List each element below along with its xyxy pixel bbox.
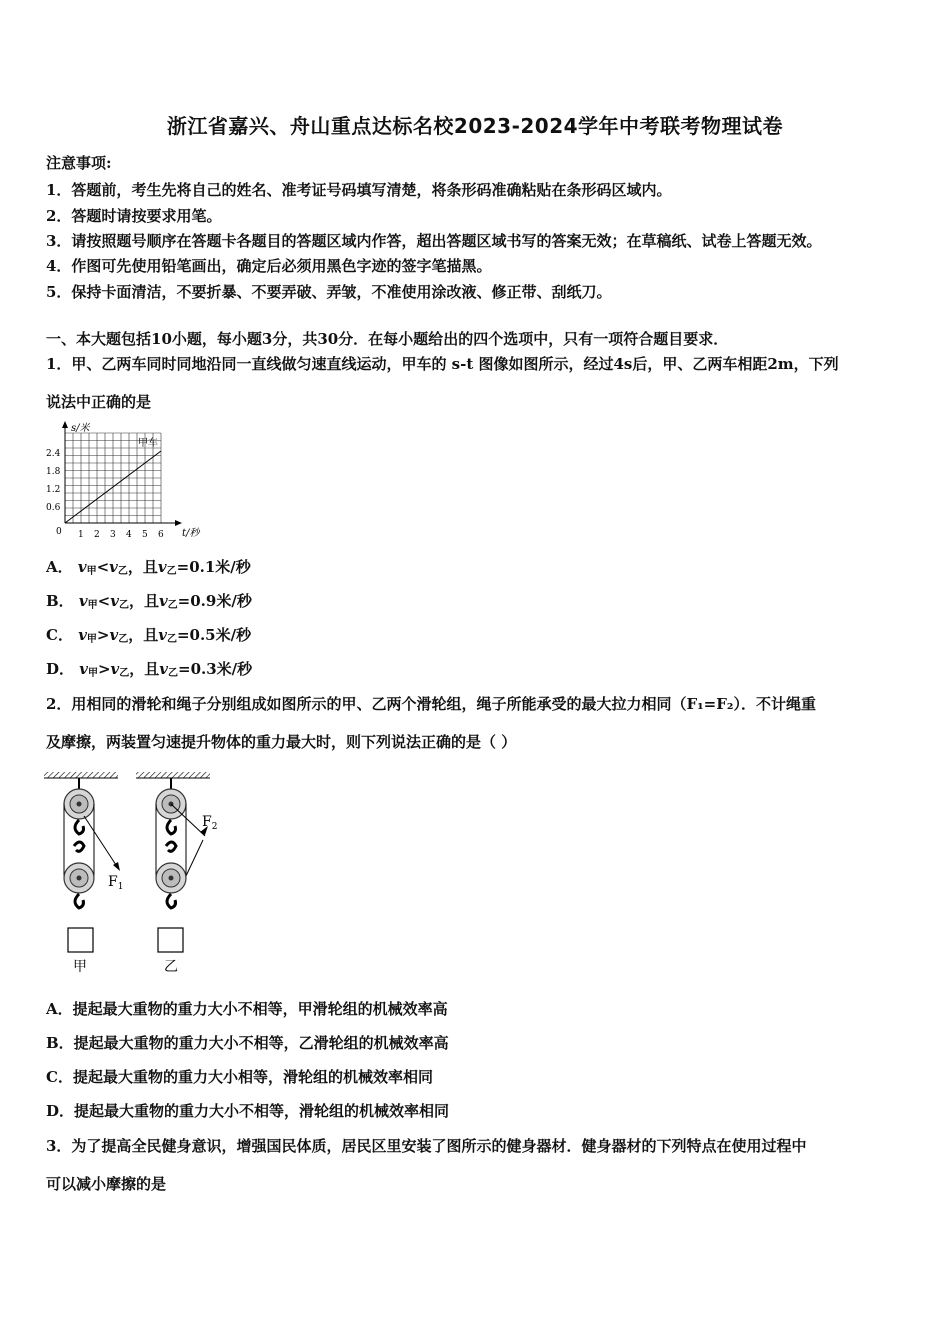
- y-axis-arrow: [62, 421, 68, 428]
- x-tick-label: 2: [94, 530, 100, 540]
- subscript: 乙: [117, 566, 128, 577]
- v-symbol: v: [77, 558, 87, 576]
- notice-heading: 注意事项:: [46, 154, 112, 172]
- label-yi: 乙: [164, 959, 178, 975]
- q1-option-b: [46, 590, 252, 611]
- q2-text-line2: 及摩擦，两装置匀速提升物体的重力最大时，则下列说法正确的是（ ）: [46, 733, 517, 751]
- connector: ，且: [127, 558, 158, 576]
- q2-option-b: B．提起最大重物的重力大小不相等，乙滑轮组的机械效率高: [46, 1034, 449, 1052]
- v-symbol: v: [79, 660, 88, 678]
- subscript: 乙: [118, 600, 129, 611]
- subscript: 甲: [86, 566, 97, 577]
- q1-text-line2: 说法中正确的是: [46, 393, 152, 411]
- subscript: 乙: [167, 600, 178, 611]
- q2-option-c: C．提起最大重物的重力大小相等，滑轮组的机械效率相同: [46, 1068, 433, 1086]
- f2-label: $F_2$: [202, 814, 218, 832]
- subscript: 甲: [87, 668, 98, 679]
- x-tick-label: 3: [110, 530, 116, 540]
- x-tick-label: 6: [158, 530, 164, 540]
- q3-text-line2: 可以减小摩擦的是: [46, 1175, 167, 1193]
- option-letter: A．: [46, 558, 73, 576]
- notice-item-3: 3．请按照题号顺序在答题卡各题目的答题区域内作答，超出答题区域书写的答案无效；在草稿纸、试卷上答题无效。: [46, 232, 822, 250]
- v-symbol: v: [158, 626, 167, 644]
- series-label: 甲车: [138, 438, 158, 449]
- subscript: 乙: [166, 634, 177, 645]
- page-title: 浙江省嘉兴、舟山重点达标名校2023-2024学年中考联考物理试卷: [166, 114, 784, 138]
- value: =0.5米/秒: [176, 626, 252, 644]
- pulley-figure: [40, 768, 230, 978]
- subscript: 甲: [86, 634, 97, 645]
- q3-text-line1: 3．为了提高全民健身意识，增强国民体质，居民区里安装了图所示的健身器材．健身器材的下列特点在使用过程中: [46, 1137, 807, 1155]
- q2-option-a: A．提起最大重物的重力大小不相等，甲滑轮组的机械效率高: [46, 1000, 448, 1018]
- y-axis-label: s/米: [71, 423, 90, 434]
- x-tick-label: 5: [142, 530, 148, 540]
- v-symbol: v: [78, 592, 88, 610]
- v-symbol: v: [110, 592, 119, 610]
- value: =0.9米/秒: [177, 592, 252, 610]
- pulley-system-yi: [136, 772, 217, 975]
- notice-item-4: 4．作图可先使用铅笔画出，确定后必须用黑色字迹的签字笔描黑。: [46, 257, 492, 275]
- pulley-system-jia: [44, 772, 123, 975]
- v-symbol: v: [109, 626, 119, 644]
- connector: ，且: [129, 660, 160, 678]
- value: =0.3米/秒: [178, 660, 253, 678]
- v-symbol: v: [157, 558, 167, 576]
- q2-option-d: D．提起最大重物的重力大小不相等，滑轮组的机械效率相同: [46, 1102, 450, 1120]
- subscript: 乙: [166, 566, 177, 577]
- v-symbol: v: [158, 592, 168, 610]
- notice-item-2: 2．答题时请按要求用笔。: [46, 207, 222, 225]
- f1-label: $F_1$: [108, 874, 124, 892]
- subscript: 乙: [118, 634, 129, 645]
- relation: >: [96, 626, 110, 644]
- option-letter: B．: [46, 592, 74, 610]
- v-symbol: v: [110, 660, 120, 678]
- option-letter: D．: [46, 660, 75, 678]
- relation: >: [97, 660, 111, 678]
- q1-option-d: [46, 658, 252, 679]
- relation: <: [96, 558, 110, 576]
- y-tick-label: 0.6: [46, 503, 61, 513]
- connector: ，且: [128, 626, 159, 644]
- st-graph: [44, 420, 214, 545]
- label-jia: 甲: [73, 959, 87, 975]
- q2-text-line1: 2．用相同的滑轮和绳子分别组成如图所示的甲、乙两个滑轮组，绳子所能承受的最大拉力相同（F₁=F₂）．不计绳重: [46, 695, 816, 713]
- v-symbol: v: [78, 626, 87, 644]
- q1-text-line1: 1．甲、乙两车同时同地沿同一直线做匀速直线运动，甲车的 s-t 图像如图所示，经过4s后，甲、乙两车相距2m，下列: [46, 355, 839, 373]
- notice-item-5: 5．保持卡面清洁，不要折暴、不要弄破、弄皱，不准使用涂改液、修正带、刮纸刀。: [46, 283, 612, 301]
- subscript: 乙: [168, 668, 178, 679]
- subscript: 甲: [87, 600, 98, 611]
- x-axis-label: t/秒: [182, 528, 200, 539]
- value: =0.1米/秒: [176, 558, 251, 576]
- x-tick-label: 1: [78, 530, 84, 540]
- relation: <: [97, 592, 111, 610]
- origin-label: 0: [56, 527, 62, 537]
- y-tick-label: 1.8: [46, 467, 61, 477]
- subscript: 乙: [119, 668, 130, 679]
- v-symbol: v: [159, 660, 168, 678]
- option-letter: C．: [46, 626, 73, 644]
- y-tick-label: 2.4: [46, 449, 61, 459]
- x-tick-label: 4: [126, 530, 132, 540]
- q1-option-a: [46, 556, 251, 577]
- v-symbol: v: [109, 558, 118, 576]
- y-tick-label: 1.2: [46, 485, 61, 495]
- q1-option-c: [46, 624, 251, 645]
- connector: ，且: [128, 592, 159, 610]
- notice-item-1: 1．答题前，考生先将自己的姓名、准考证号码填写清楚，将条形码准确粘贴在条形码区域内。: [46, 181, 672, 199]
- x-axis-arrow: [175, 520, 182, 526]
- section-heading: 一、本大题包括10小题，每小题3分，共30分．在每小题给出的四个选项中，只有一项符合题目要求．: [46, 330, 729, 348]
